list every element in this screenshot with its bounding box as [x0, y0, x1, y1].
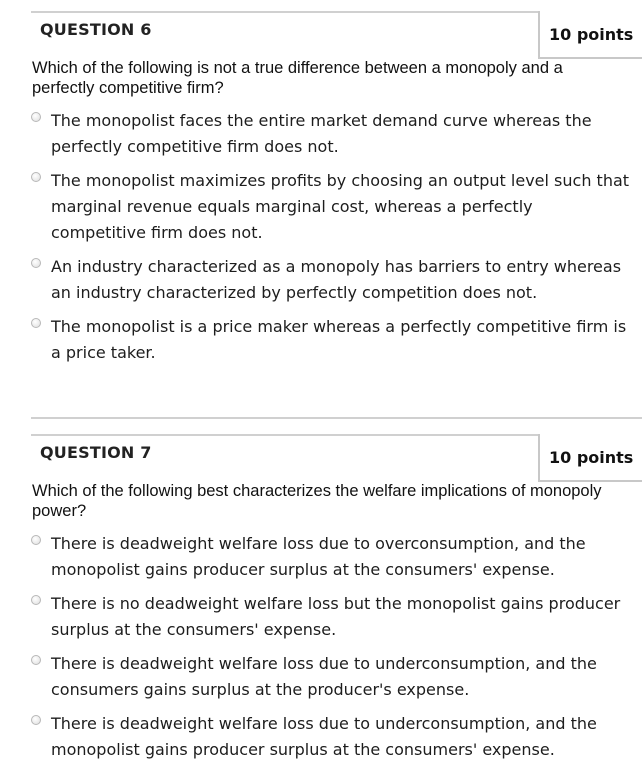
divider — [31, 417, 642, 419]
option-label: The monopolist faces the entire market demand curve whereas the perfectly competitive firm does not. — [51, 111, 592, 156]
answer-option[interactable] — [31, 168, 631, 246]
answer-option[interactable] — [31, 651, 631, 703]
answer-option[interactable] — [31, 108, 631, 160]
option-label: There is deadweight welfare loss due to underconsumption, and the monopolist gains producer surplus at the consumers' expense. — [51, 714, 597, 759]
question-6 — [31, 11, 642, 419]
answer-option[interactable] — [31, 254, 631, 306]
answer-option[interactable] — [31, 711, 631, 763]
radio-button[interactable] — [31, 595, 41, 605]
option-label: An industry characterized as a monopoly has barriers to entry whereas an industry characterized by perfectly competition does not. — [51, 257, 622, 302]
radio-button[interactable] — [31, 172, 41, 182]
option-label: There is deadweight welfare loss due to underconsumption, and the consumers gains surplus at the producer's expense. — [51, 654, 597, 699]
option-label: The monopolist maximizes profits by choosing an output level such that marginal revenue equals marginal cost, whereas a perfectly competitive firm does not. — [51, 171, 630, 242]
question-7 — [31, 434, 642, 780]
radio-button[interactable] — [31, 715, 41, 725]
radio-button[interactable] — [31, 258, 41, 268]
question-title: QUESTION 6 — [40, 20, 152, 39]
question-title: QUESTION 7 — [40, 443, 152, 462]
radio-button[interactable] — [31, 655, 41, 665]
points-badge: 10 points — [538, 434, 642, 482]
option-label: There is deadweight welfare loss due to overconsumption, and the monopolist gains producer surplus at the consumers' expense. — [51, 534, 586, 579]
points-badge: 10 points — [538, 11, 642, 59]
answer-option[interactable] — [31, 314, 631, 366]
question-text: Which of the following best characterizes the welfare implications of monopoly power? — [32, 482, 602, 520]
question-text: Which of the following is not a true difference between a monopoly and a perfectly competitive firm? — [32, 59, 563, 97]
answer-option[interactable] — [31, 591, 631, 643]
answer-options — [31, 531, 631, 771]
answer-option[interactable] — [31, 531, 631, 583]
option-label: The monopolist is a price maker whereas a perfectly competitive firm is a price taker. — [51, 317, 627, 362]
radio-button[interactable] — [31, 535, 41, 545]
radio-button[interactable] — [31, 112, 41, 122]
answer-options — [31, 108, 631, 374]
option-label: There is no deadweight welfare loss but the monopolist gains producer surplus at the consumers' expense. — [51, 594, 621, 639]
radio-button[interactable] — [31, 318, 41, 328]
